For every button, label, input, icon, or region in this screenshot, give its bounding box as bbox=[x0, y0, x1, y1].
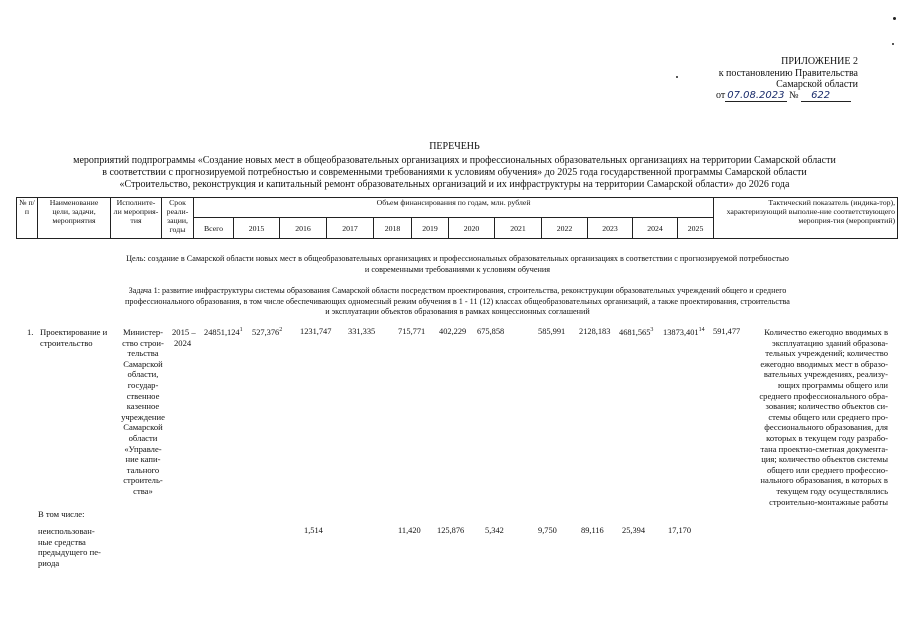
indicator-line: ежегодно вводимых мест в образо- bbox=[760, 358, 888, 369]
exec-line: Министер- bbox=[123, 327, 163, 337]
col-total-header: Всего bbox=[194, 218, 234, 239]
col-year-2025: 2025 bbox=[678, 218, 714, 239]
date-value: 07.08.2023 bbox=[727, 90, 785, 101]
scan-dot bbox=[892, 43, 894, 45]
col-year-2022: 2022 bbox=[542, 218, 588, 239]
exec-line: Самарской bbox=[123, 422, 163, 433]
row1-name-line2: строительство bbox=[40, 337, 93, 348]
row1-number: 1. bbox=[27, 327, 34, 337]
row1-2024-value: 13873,401 bbox=[663, 327, 699, 337]
footnote-ref: 1 bbox=[239, 327, 243, 333]
funding-table-header bbox=[16, 197, 898, 239]
footnote-ref: 14 bbox=[698, 327, 705, 333]
exec-line: ние капи- bbox=[125, 454, 161, 465]
col-year-2017: 2017 bbox=[327, 218, 374, 239]
exec-line: Самарской bbox=[123, 358, 163, 369]
title-heading: ПЕРЕЧЕНЬ bbox=[429, 141, 480, 152]
resolution-line: к постановлению Правительства bbox=[718, 67, 858, 79]
goal-line-1: Цель: создание в Самарской области новых мест в общеобразовательных организациях и профессиональных образовательных организациях в соответствии с прогнозируемой потребностью bbox=[126, 254, 789, 263]
indicator-line: общего или среднего профессио- bbox=[766, 464, 888, 475]
row1-2020: 675,858 bbox=[477, 327, 505, 336]
col-year-2021: 2021 bbox=[495, 218, 542, 239]
row1-2019: 402,229 bbox=[439, 327, 467, 336]
row1-2024 bbox=[663, 327, 705, 337]
col-year-2016: 2016 bbox=[280, 218, 327, 239]
row2-2024: 17,170 bbox=[668, 526, 692, 535]
row1-2015-value: 527,376 bbox=[252, 327, 280, 337]
task-line-1: Задача 1: развитие инфраструктуры системы образования Самарской области посредством проектирования, строительства, реконструкции образовательных учреждений общего и среднего bbox=[128, 286, 787, 295]
title-line-2: в соответствии с прогнозируемой потребностью и современными требованиями к условиям обучения» до 2025 года государственной программы Самарской области bbox=[102, 167, 807, 178]
col-year-2015: 2015 bbox=[234, 218, 280, 239]
exec-line: тельства bbox=[127, 348, 159, 359]
indicator-line: тельных учреждений; количество bbox=[765, 348, 888, 359]
exec-line: тального bbox=[126, 464, 160, 475]
exec-line: ства» bbox=[133, 485, 153, 496]
col-num-header: № п/п bbox=[17, 198, 38, 239]
exec-line: строитель- bbox=[123, 475, 163, 486]
row1-2021: 585,991 bbox=[538, 327, 566, 336]
col-year-2020: 2020 bbox=[449, 218, 495, 239]
col-executor-header: Исполните-ли мероприя-тия bbox=[111, 198, 162, 239]
row2-2021: 9,750 bbox=[538, 526, 557, 535]
number-value: 622 bbox=[801, 90, 851, 102]
row2-2023: 25,394 bbox=[622, 526, 646, 535]
exec-line: области, bbox=[127, 369, 159, 380]
row2-2018: 11,420 bbox=[398, 526, 421, 535]
row2-2022: 89,116 bbox=[581, 526, 604, 535]
row1-total-value: 24851,124 bbox=[204, 327, 240, 337]
row2-2016: 1,514 bbox=[304, 526, 323, 535]
indicator-line: ющих программы общего или bbox=[777, 379, 888, 390]
col-funding-header: Объем финансирования по годам, млн. рублей bbox=[194, 198, 714, 218]
col-term-header: Срок реали-зации, годы bbox=[162, 198, 194, 239]
col-indicator-header: Тактический показатель (индика-тор), характеризующий выполне-ние соответствующего мероприя-тия (мероприятий) bbox=[714, 198, 898, 239]
date-prefix: от bbox=[716, 90, 726, 101]
row1-indicator bbox=[745, 327, 888, 507]
indicator-line: вательных учреждениях, реализу- bbox=[763, 369, 888, 380]
indicator-line: тана проектно-сметная документа- bbox=[760, 443, 888, 454]
task-line-3: и эксплуатации объектов образования в рамках концессионных соглашений bbox=[325, 307, 590, 317]
row1-2017: 331,335 bbox=[348, 327, 376, 336]
row2-2019: 125,876 bbox=[437, 526, 465, 535]
col-year-2024: 2024 bbox=[633, 218, 678, 239]
document-title bbox=[0, 141, 909, 191]
scan-dot bbox=[893, 17, 896, 20]
goal-text bbox=[20, 254, 895, 275]
row1-2016: 1231,747 bbox=[300, 327, 332, 336]
exec-line: казенное bbox=[126, 401, 160, 412]
indicator-line: нального образования, в которых в bbox=[760, 475, 888, 486]
col-year-2018: 2018 bbox=[374, 218, 412, 239]
indicator-line: эксплуатацию зданий образова- bbox=[772, 337, 888, 348]
date-number-line bbox=[716, 90, 851, 102]
col-year-2023: 2023 bbox=[588, 218, 633, 239]
term-line2: 2024 bbox=[174, 337, 192, 348]
title-line-3: «Строительство, реконструкция и капитальный ремонт образовательных организаций и их инфраструктуры на территории Самарской области» до 2026 года bbox=[119, 179, 790, 190]
indicator-line: которых в текущем году разрабо- bbox=[766, 432, 888, 443]
indicator-line: ция; количество объектов системы bbox=[761, 454, 888, 465]
task-text bbox=[20, 286, 895, 318]
region-line: Самарской области bbox=[776, 79, 858, 90]
exec-line: учреждение bbox=[121, 411, 165, 422]
including-label: В том числе: bbox=[38, 509, 85, 519]
col-name-header: Наименование цели, задачи, мероприятия bbox=[38, 198, 111, 239]
appendix-title: ПРИЛОЖЕНИЕ 2 bbox=[781, 56, 858, 67]
row1-2023 bbox=[619, 327, 653, 337]
exec-line: «Управле- bbox=[124, 443, 162, 454]
footnote-ref: 3 bbox=[650, 327, 654, 333]
row1-2025: 591,477 bbox=[713, 327, 741, 336]
exec-line: ство строи- bbox=[122, 337, 164, 348]
indicator-line: стемы общего или среднего про- bbox=[768, 411, 888, 422]
row2-name-line: риода bbox=[38, 557, 60, 568]
row1-2023-value: 4681,565 bbox=[619, 327, 651, 337]
goal-line-2: и современными требованиями к условиям обучения bbox=[364, 264, 551, 274]
indicator-line: зования; количество объектов си- bbox=[765, 401, 888, 412]
exec-line: государ- bbox=[127, 379, 159, 390]
number-prefix: № bbox=[789, 90, 799, 101]
footnote-ref: 2 bbox=[279, 327, 283, 333]
indicator-line: фессионального образования, для bbox=[764, 422, 888, 433]
row1-2015 bbox=[252, 327, 282, 337]
row1-name bbox=[40, 327, 116, 348]
row2-2020: 5,342 bbox=[485, 526, 504, 535]
row1-executor bbox=[114, 327, 172, 497]
indicator-line: текущем году осуществлялись bbox=[776, 485, 888, 496]
exec-line: ственное bbox=[126, 390, 160, 401]
row1-2022: 2128,183 bbox=[579, 327, 611, 336]
row1-term bbox=[172, 327, 206, 348]
exec-line: области bbox=[128, 432, 158, 443]
row1-2018: 715,771 bbox=[398, 327, 426, 336]
col-year-2019: 2019 bbox=[412, 218, 449, 239]
indicator-line: среднего профессионального обра- bbox=[759, 390, 888, 401]
row1-name-line1: Проектирование и bbox=[40, 327, 108, 337]
row2-name-line: предыдущего пе- bbox=[38, 547, 101, 558]
indicator-line: строительно-монтажные работы bbox=[769, 496, 888, 507]
appendix-header bbox=[638, 56, 858, 91]
row2-name bbox=[38, 526, 118, 568]
row2-name-line: неиспользован- bbox=[38, 526, 95, 536]
indicator-line: Количество ежегодно вводимых в bbox=[764, 327, 888, 337]
title-line-1: мероприятий подпрограммы «Создание новых мест в общеобразовательных организациях и профессиональных образовательных организациях на территории Самарской области bbox=[73, 155, 836, 166]
task-line-2: профессионального образования, в том числе обеспечивающих одномесный режим обучения в 1 - 11 (12) классах общеобразовательных организаций, а также проектирования, строительства bbox=[125, 296, 790, 306]
row1-total bbox=[204, 327, 243, 337]
term-line1: 2015 – bbox=[172, 327, 196, 337]
row2-name-line: ные средства bbox=[38, 536, 86, 547]
